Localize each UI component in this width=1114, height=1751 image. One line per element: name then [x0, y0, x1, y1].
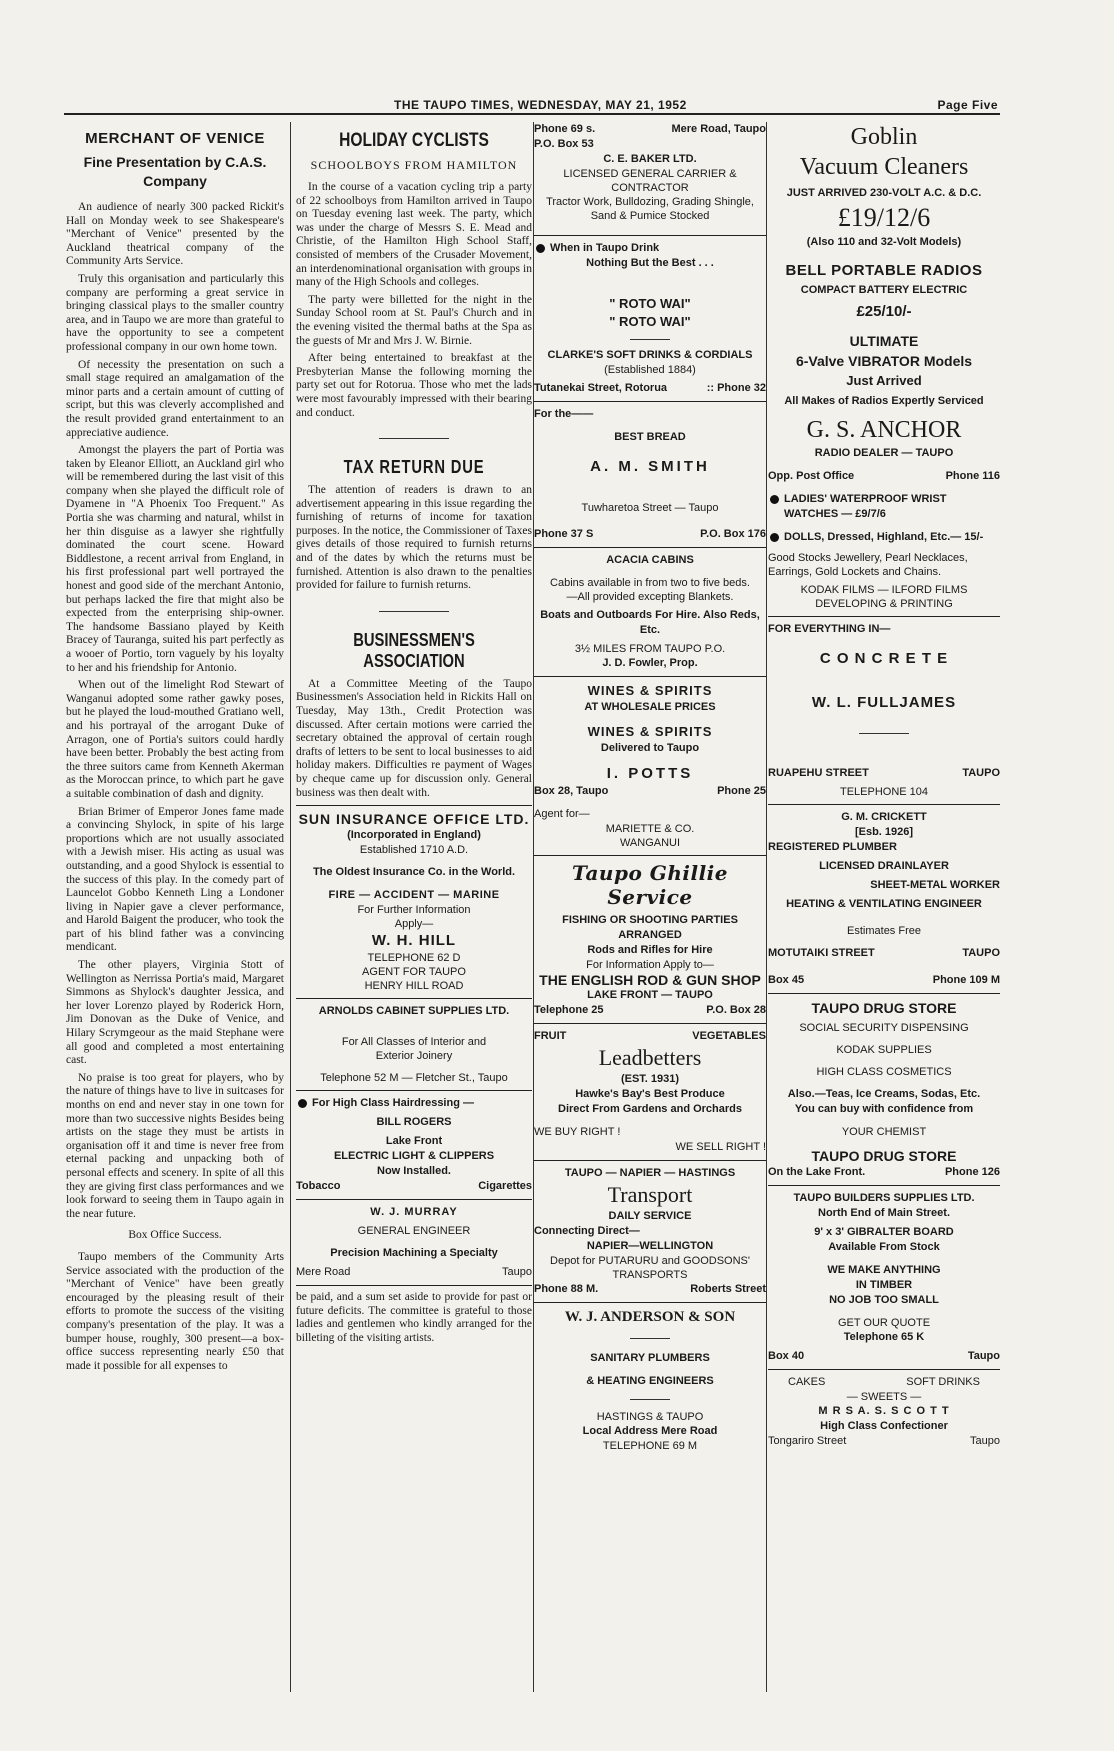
ad-name: BILL ROGERS [376, 1116, 452, 1129]
ad-text: Precision Machining a Specialty [330, 1247, 498, 1260]
ad-text: [Esb. 1926] [854, 826, 914, 838]
article-title: BUSINESSMEN'S ASSOCIATION [353, 629, 475, 671]
column-4 [768, 122, 1000, 1692]
scott-ad [768, 1375, 1000, 1449]
ad-text: " ROTO WAI" [609, 296, 691, 311]
ad-text: Exterior Joinery [375, 1050, 453, 1063]
ad-text: Opp. Post Office [768, 470, 855, 482]
ad-text: TAUPO [962, 947, 1000, 959]
ad-text: & HEATING ENGINEERS [586, 1375, 714, 1387]
potts-ad [534, 682, 766, 850]
ad-text: CAKES [788, 1376, 826, 1388]
ad-text: Box 45 [768, 974, 805, 986]
leadbetters-ad [534, 1029, 766, 1155]
divider [534, 855, 766, 856]
article-paragraph: An audience of nearly 300 packed Rickit's Hall on Monday week to see Shakespeare's "Merchant of Venice" presented by the Auckland theatrical company of the Community Arts Service. [66, 201, 284, 268]
divider [534, 235, 766, 236]
ad-text: Just Arrived [846, 373, 922, 388]
ad-text: BEST BREAD [614, 431, 686, 443]
acacia-ad [534, 553, 766, 671]
ad-text: Telephone 52 M — Fletcher St., Taupo [320, 1072, 508, 1085]
ad-text: JUST ARRIVED 230-VOLT A.C. & D.C. [786, 187, 982, 199]
ad-text: Box 28, Taupo [534, 785, 609, 797]
ad-text: P.O. Box 53 [534, 138, 594, 150]
article-paragraph: In the course of a vacation cycling trip a party of 22 schoolboys from Hamilton arrived in Taupo on Tuesday evening last week. The party, which was under the charge of Messrs S. E. Mead and Christie, of the Hamilton High School Staff, consisted of members of the Crusader Movement, an interdenominational organisation with groups in many of the High Schools and colleges. [296, 181, 532, 289]
ad-text: The Oldest Insurance Co. in the World. [312, 866, 516, 879]
ad-text: HEATING & VENTILATING ENGINEER [786, 898, 982, 910]
ad-text: :: Phone 32 [706, 382, 766, 394]
article-paragraph: Amongst the players the part of Portia was taken by Eleanor Elliott, an Auckland girl who will be remembered during the last visit of this company when she played the difficult role of Dyamene in "A Phoenix Too Frequent." As Portia she was charming and natural, whilst in her thin disguise as a lawyer she rightfully dominated the court scene. Howard Biddlestone, a recent arrival from England, in his first professional part well portrayed the honest and good side of the merchant Antonio, but perhaps lacked the fire that might also be expected from the enterprising ship-owner. The handsome Bassiano played by Keith Bracey of Tauranga, suited his part perfectly as a wooer of Portio, torn vaguely by his loyalty to her and his friendship for Antonio. [66, 444, 284, 674]
ad-text: Telephone 25 [534, 1004, 604, 1016]
divider [379, 438, 449, 439]
smith-ad [534, 407, 766, 542]
article-paragraph: Truly this organisation and particularly this company are performing a great service in bringing classical plays to the smaller country area, and in Taupo we are more than grateful to have the opportunity to see a competent professional company in our own home town. [66, 272, 284, 353]
article-paragraph: The attention of readers is drawn to an advertisement appearing in this issue regarding the furnishing of returns of income for taxation purposes. In the notice, the Commissioner of Taxes gives details of those required to furnish returns and of the dates by which the returns must be furnished. Attention is also drawn to the penalties provided for failure to furnish returns. [296, 484, 532, 592]
divider [296, 1285, 532, 1286]
ad-text: Phone 37 S [534, 528, 594, 540]
ad-text: ELECTRIC LIGHT & CLIPPERS [333, 1150, 495, 1163]
ad-text: AGENT FOR TAUPO [362, 966, 466, 979]
article-subtitle: SCHOOLBOYS FROM HAMILTON [310, 158, 518, 172]
ad-text: Local Address Mere Road [582, 1425, 718, 1437]
divider [534, 547, 766, 548]
ad-name: W. L. FULLJAMES [811, 694, 957, 711]
ad-text: Agent for— [534, 808, 590, 820]
ad-text: WANGANUI [619, 837, 681, 849]
ad-text: Taupo [967, 1350, 1000, 1362]
ad-text: When in Taupo Drink [534, 241, 766, 256]
ad-name: Leadbetters [598, 1045, 702, 1070]
ad-text: THE ENGLISH ROD & GUN SHOP [539, 972, 761, 988]
ad-text: Rods and Rifles for Hire [587, 944, 713, 956]
clarkes-ad [534, 241, 766, 396]
article-paragraph: The other players, Virginia Stott of Wellington as Nerrissa Portia's maid, Margaret Simmons as Shylock's daughter Jessica, and her lover Lorenzo played by Roderick Horn, Jim Donovan as the Duke of Venice, and Hilary Scrymgeour as the maid Stephane were all good and completed a most entertaining cast. [66, 959, 284, 1067]
ad-text: (Also 110 and 32-Volt Models) [806, 236, 962, 248]
ad-text: C O N C R E T E [819, 650, 949, 667]
ad-text: SOFT DRINKS [906, 1376, 980, 1388]
ad-text: Estimates Free [847, 925, 921, 937]
ad-name: G. M. CRICKETT [841, 811, 927, 823]
ad-text: J. D. Fowler, Prop. [602, 657, 698, 669]
divider [768, 1369, 1000, 1370]
article-paragraph: Of necessity the presentation on such a small stage required an amalgamation of the minor parts and a certain amount of cutting of script, but this was cleverly accomplished and the result provided grand entertainment to an appreciative audience. [66, 358, 284, 439]
ad-text: NO JOB TOO SMALL [829, 1294, 939, 1306]
ad-text: 3½ MILES FROM TAUPO P.O. [574, 643, 726, 655]
article-paragraph: The party were billetted for the night in the Sunday School room at St. Paul's Church and in the evening visited the thermal baths at the Spa as the guests of Mr and Mrs J. W. Birnie. [296, 293, 532, 347]
ad-text: Cigarettes [478, 1180, 532, 1193]
ad-text: AT WHOLESALE PRICES [584, 701, 716, 713]
ad-text: RADIO DEALER — TAUPO [814, 447, 954, 459]
article-paragraph: No praise is too great for players, who by the nature of things have to live in suitcases for months on end and never stay in one town for more than two successive nights Besides being artists on the stage they must be artists in organisation off it and time is never free from eternal packing and unpacking both of personal effects and scenery. In spite of all this they are giving first class performances and we look forward to seeing them in Taupo again in the near future. [66, 1071, 284, 1220]
ad-text: ULTIMATE [849, 333, 919, 349]
ad-text: For All Classes of Interior and [341, 1036, 487, 1049]
divider [534, 1302, 766, 1303]
ad-text: HENRY HILL ROAD [364, 980, 464, 993]
divider [379, 611, 449, 612]
ad-text: On the Lake Front. [768, 1166, 866, 1178]
ad-text: ARRANGED [618, 929, 682, 941]
ad-text: DOLLS, Dressed, Highland, Etc.— 15/- [768, 530, 1000, 545]
ad-text: LADIES' WATERPROOF WRIST WATCHES — £9/7/6 [768, 492, 1000, 522]
ad-text: Lake Front [385, 1135, 443, 1148]
ad-text: Hawke's Bay's Best Produce [575, 1088, 725, 1100]
sun-insurance-ad [296, 811, 532, 993]
ad-name: SUN INSURANCE OFFICE LTD. [298, 811, 530, 828]
ad-text: MARIETTE & CO. [605, 823, 695, 835]
ad-text: Established 1710 A.D. [359, 844, 469, 857]
ad-text: (EST. 1931) [620, 1073, 680, 1085]
divider [768, 993, 1000, 994]
ad-text: LAKE FRONT — TAUPO [587, 989, 713, 1001]
ad-text: HIGH CLASS COSMETICS [816, 1066, 952, 1078]
divider [534, 1160, 766, 1161]
arnolds-ad [296, 1004, 532, 1085]
ad-text: KODAK FILMS — ILFORD FILMS [800, 584, 968, 596]
ad-text: TELEPHONE 104 [839, 786, 929, 798]
divider [768, 1185, 1000, 1186]
ad-text: FOR EVERYTHING IN— [768, 623, 891, 635]
builders-ad [768, 1191, 1000, 1364]
divider [534, 676, 766, 677]
ad-text: Boats and Outboards For Hire. Also Reds, Etc. [540, 609, 760, 636]
subheading: Box Office Success. [128, 1229, 222, 1242]
ad-text: VEGETABLES [692, 1030, 766, 1042]
page-number: Page Five [937, 98, 998, 112]
ad-text: Delivered to Taupo [600, 742, 700, 754]
ad-text: Phone 126 [944, 1166, 1000, 1178]
ad-name: Transport [607, 1182, 693, 1207]
ad-text: CONTRACTOR [611, 182, 689, 194]
ad-name: TAUPO DRUG STORE [811, 1148, 957, 1164]
ad-text: FISHING OR SHOOTING PARTIES [562, 914, 738, 926]
ad-text: LICENSED GENERAL CARRIER & [563, 168, 737, 180]
ad-text: SANITARY PLUMBERS [590, 1352, 710, 1364]
ad-text: NAPIER—WELLINGTON [586, 1240, 714, 1252]
ad-text: KODAK SUPPLIES [836, 1044, 932, 1056]
ad-text: P.O. Box 176 [700, 528, 766, 540]
ad-text: SOCIAL SECURITY DISPENSING [799, 1022, 969, 1034]
goblin-anchor-ad [768, 122, 1000, 611]
ad-text: Taupo [502, 1266, 532, 1279]
ad-text: " ROTO WAI" [609, 314, 691, 329]
anderson-ad [534, 1308, 766, 1453]
ad-text: North End of Main Street. [818, 1207, 950, 1219]
page-header [64, 97, 1000, 115]
ad-text: WINES & SPIRITS [587, 724, 713, 739]
murray-ad [296, 1205, 532, 1280]
ad-text: Phone 25 [717, 785, 766, 797]
ad-name: Taupo Ghillie Service [572, 861, 728, 909]
ad-text: HASTINGS & TAUPO [596, 1411, 704, 1423]
column-2 [296, 122, 532, 1692]
ad-text: For Information Apply to— [586, 959, 714, 971]
baker-ad [534, 122, 766, 223]
divider [630, 339, 670, 340]
ad-text: TAUPO [962, 767, 1000, 779]
ad-name: W. J. MURRAY [370, 1206, 458, 1219]
ad-text: Good Stocks Jewellery, Pearl Necklaces, Earrings, Gold Lockets and Chains. [768, 552, 968, 578]
ad-text: MOTUTAIKI STREET [768, 947, 875, 959]
divider [296, 998, 532, 999]
newspaper-title: THE TAUPO TIMES, WEDNESDAY, MAY 21, 1952 [394, 98, 687, 112]
ad-name: W. J. ANDERSON & SON [564, 1309, 736, 1325]
ad-text: Tongariro Street [768, 1435, 847, 1447]
ad-text: BELL PORTABLE RADIOS [785, 262, 983, 279]
ad-text: Tractor Work, Bulldozing, Grading Shingle, Sand & Pumice Stocked [546, 196, 754, 222]
ad-name: ARNOLDS CABINET SUPPLIES LTD. [318, 1005, 510, 1018]
ad-name: C. E. BAKER LTD. [603, 153, 697, 165]
ad-text: Apply— [394, 918, 434, 931]
ad-name: CLARKE'S SOFT DRINKS & CORDIALS [547, 349, 753, 361]
ad-text: Box 40 [768, 1350, 805, 1362]
ad-text: FRUIT [534, 1030, 567, 1042]
ad-name: I. POTTS [606, 765, 694, 782]
ad-text: (Incorporated in England) [347, 829, 481, 842]
article-paragraph: Taupo members of the Community Arts Service associated with the production of the "Merchant of Venice" have been greatly encouraged by the pleasing result of their efforts to promote the success of the visiting company's presentation of the play. It was a bumper house, roughly, 300 present—a box-office success representing nearly £50 that made it possible for all expenses to [66, 1250, 284, 1372]
ad-text: TAUPO — NAPIER — HASTINGS [564, 1167, 736, 1179]
article-paragraph: When out of the limelight Rod Stewart of Wanganui adopted some rather gawky poses, but he played the loud-mouthed Gratiano well, and his portrayal of the arrogant Duke of Arragon, one of Portia's suitors could hardly have been better. Probably the best acting from the three suitors came from Kenneth Akerman as the Moroccan prince, to which part he gave a suitable combination of dash and dignity. [66, 679, 284, 800]
divider [768, 804, 1000, 805]
ad-text: GENERAL ENGINEER [357, 1225, 471, 1238]
ad-text: Available From Stock [828, 1241, 940, 1253]
divider [534, 401, 766, 402]
ghillie-ad [534, 861, 766, 1018]
column-divider [766, 122, 767, 1692]
article-continuation: be paid, and a sum set aside to provide for past or future deficits. The committee is grateful to those ladies and gentlemen who kindly arranged for the billeting of the visiting artists. [296, 1291, 532, 1344]
ad-text: Tuwharetoa Street — Taupo [581, 502, 719, 514]
article-title: TAX RETURN DUE [343, 457, 485, 478]
divider [630, 1399, 670, 1400]
article-subtitle: Fine Presentation by C.A.S. Company [83, 154, 267, 189]
ad-text: 9' x 3' GIBRALTER BOARD [814, 1226, 954, 1238]
ad-text: Also.—Teas, Ice Creams, Sodas, Etc. [787, 1088, 981, 1100]
divider [296, 1090, 532, 1091]
ad-text: Cabins available in from two to five beds. [550, 577, 750, 589]
ad-text: LICENSED DRAINLAYER [819, 860, 949, 872]
ad-text: Tutanekai Street, Rotorua [534, 382, 668, 394]
column-divider [290, 122, 291, 1692]
ad-name: Vacuum Cleaners [799, 154, 969, 180]
crickett-ad [768, 810, 1000, 988]
ad-name: Goblin [850, 124, 918, 150]
ad-text: For Further Information [357, 904, 471, 917]
ad-text: (Established 1884) [604, 364, 696, 376]
ad-text: SHEET-METAL WORKER [870, 879, 1000, 891]
ad-name: TAUPO BUILDERS SUPPLIES LTD. [793, 1192, 975, 1204]
ad-text: Taupo [970, 1435, 1000, 1447]
ad-text: GET OUR QUOTE [837, 1317, 931, 1329]
drug-store-ad [768, 999, 1000, 1180]
ad-text: FIRE — ACCIDENT — MARINE [328, 889, 500, 902]
ad-text: WE BUY RIGHT ! [534, 1126, 621, 1138]
ad-text: For the—— [534, 408, 594, 420]
ad-name: G. S. ANCHOR [806, 417, 962, 443]
ad-text: Phone 69 s. [534, 123, 596, 135]
ad-text: WE SELL RIGHT ! [675, 1141, 766, 1153]
ad-name: TAUPO DRUG STORE [811, 1000, 957, 1016]
ad-name: W. H. HILL [371, 932, 457, 950]
divider [296, 1199, 532, 1200]
ad-text: You can buy with confidence from [794, 1103, 974, 1115]
ad-name: M R S A. S. S C O T T [818, 1405, 950, 1417]
column-1 [66, 122, 284, 1692]
ad-text: Telephone 65 K [843, 1331, 925, 1343]
ad-price: £25/10/- [856, 303, 912, 320]
column-3 [534, 122, 766, 1692]
ad-text: YOUR CHEMIST [841, 1126, 927, 1138]
divider [768, 616, 1000, 617]
ad-text: 6-Valve VIBRATOR Models [795, 353, 973, 369]
ad-text: TELEPHONE 62 D [367, 952, 461, 965]
ad-text: Direct From Gardens and Orchards [558, 1103, 742, 1115]
article-title: HOLIDAY CYCLISTS [339, 130, 489, 151]
ad-text: DEVELOPING & PRINTING [815, 598, 953, 610]
ad-text: Depot for PUTARURU and GOODSONS' TRANSPORTS [550, 1255, 750, 1281]
ad-text: For High Class Hairdressing — [296, 1096, 532, 1111]
ad-text: Roberts Street [690, 1283, 766, 1295]
article-paragraph: After being entertained to breakfast at the Presbyterian Manse the following morning the party set out for Rotorua. Those who met the lads were most favourably impressed with their bearing and conduct. [296, 352, 532, 419]
ad-text: IN TIMBER [855, 1279, 913, 1291]
article-paragraph: At a Committee Meeting of the Taupo Businessmen's Association held in Rickits Hall on Tuesday, May 13th., Credit Protection was discussed. After certain motions were carried the secretary obtained the approval of certain rough drafts of letters to be sent to local businesses to aid holiday makers. Difficulties re payment of Wages by cheque came up for discussion only. General business was then dealt with. [296, 677, 532, 799]
ad-text: Phone 88 M. [534, 1283, 599, 1295]
divider [630, 1338, 670, 1339]
divider [534, 1023, 766, 1024]
ad-text: Now Installed. [377, 1165, 451, 1178]
divider [859, 733, 909, 734]
divider [296, 805, 532, 806]
bill-rogers-ad [296, 1096, 532, 1194]
ad-text: WE MAKE ANYTHING [827, 1264, 941, 1276]
ad-text: Mere Road [296, 1266, 351, 1279]
ad-text: COMPACT BATTERY ELECTRIC [800, 284, 968, 296]
ad-text: Tobacco [296, 1180, 341, 1193]
ad-text: — SWEETS — [846, 1391, 922, 1403]
ad-name: A. M. SMITH [590, 458, 710, 475]
ad-text: WINES & SPIRITS [587, 683, 713, 698]
ad-text: DAILY SERVICE [608, 1210, 692, 1222]
ad-text: —All provided excepting Blankets. [566, 591, 734, 603]
ad-text: Mere Road, Taupo [671, 123, 766, 135]
article-paragraph: Brian Brimer of Emperor Jones fame made a convincing Shylock, in spite of his large proportions which are not usually associated with a Jewish miser. His acting as usual was outstanding, and a good Shylock is essential to the success of this play. In the comedy part of Launcelot Gobbo Kenneth Ling a Londoner living in Napier gave a clever performance, and Harold Baigent the producer, who took the part of his blind father was a convincing mendicant. [66, 805, 284, 954]
ad-text: Phone 116 [945, 470, 1000, 482]
ad-text: All Makes of Radios Expertly Serviced [784, 395, 984, 407]
ad-text: Phone 109 M [932, 974, 1000, 986]
fulljames-ad [768, 622, 1000, 799]
ad-text: TELEPHONE 69 M [602, 1440, 698, 1452]
transport-ad [534, 1166, 766, 1297]
ad-text: RUAPEHU STREET [768, 767, 869, 779]
ad-text: P.O. Box 28 [706, 1004, 766, 1016]
ad-text: REGISTERED PLUMBER [768, 841, 897, 853]
ad-text: Connecting Direct— [534, 1225, 640, 1237]
ad-price: £19/12/6 [837, 203, 931, 232]
ad-name: ACACIA CABINS [606, 554, 694, 566]
article-title: MERCHANT OF VENICE [85, 130, 265, 147]
ad-text: Nothing But the Best . . . [586, 257, 714, 269]
ad-text: High Class Confectioner [820, 1420, 948, 1432]
